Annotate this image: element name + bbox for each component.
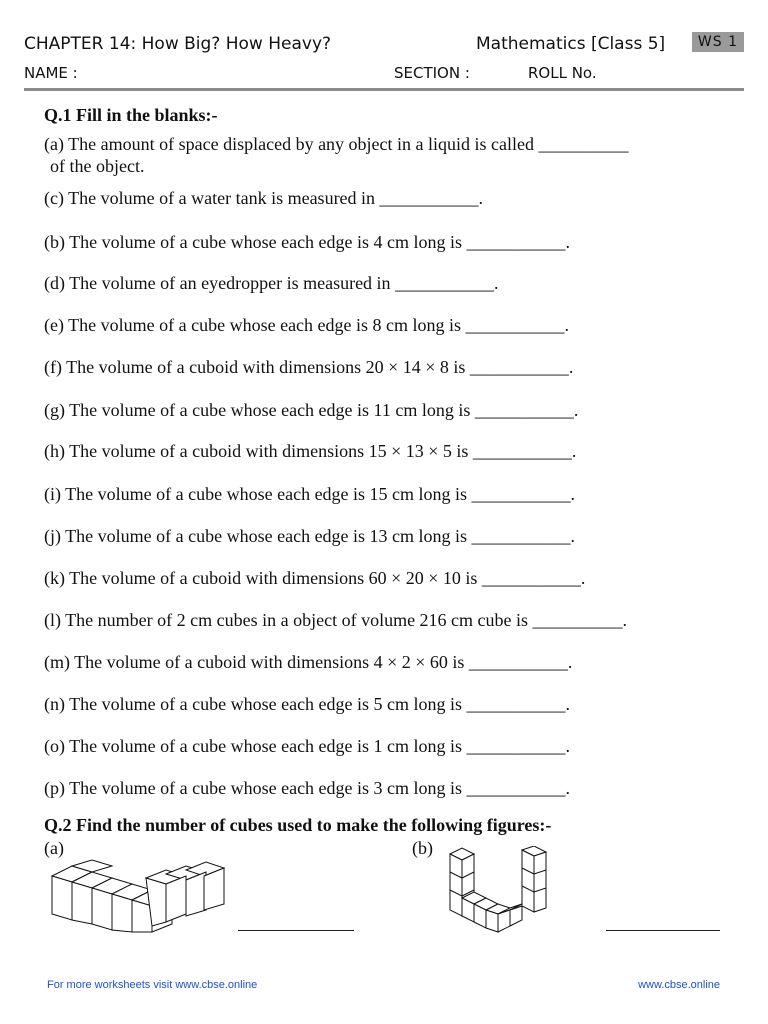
fill-blank-item: [44, 133, 629, 177]
fill-blank-text: (g) The volume of a cube whose each edge is 11 cm long is ___________.: [44, 400, 579, 420]
subject-label: Mathematics [Class 5]: [476, 34, 666, 54]
fill-blank-text: (b) The volume of a cube whose each edge is 4 cm long is ___________.: [44, 232, 571, 252]
fill-blank-item: [44, 609, 627, 631]
fill-blank-item: [44, 651, 572, 673]
fill-blank-item: [44, 525, 575, 547]
fill-blank-item: [44, 356, 573, 378]
q2-heading: Q.2 Find the number of cubes used to make the following figures:-: [44, 815, 552, 835]
fill-blank-item: [44, 735, 570, 757]
fill-blank-text: (l) The number of 2 cm cubes in a object of volume 216 cm cube is __________.: [44, 610, 628, 630]
fill-blank-text: (p) The volume of a cube whose each edge is 3 cm long is ___________.: [44, 778, 571, 798]
footer-site-link[interactable]: www.cbse.online: [638, 979, 720, 991]
fill-blank-item: [44, 483, 575, 505]
fill-blank-text: (j) The volume of a cube whose each edge is 13 cm long is ___________.: [44, 526, 576, 546]
header-divider: [24, 88, 744, 91]
figure-b-cubes: [444, 846, 554, 934]
fill-blank-item: [44, 693, 570, 715]
fill-blank-text: (d) The volume of an eyedropper is measured in ___________.: [44, 273, 499, 293]
fill-blank-text: (f) The volume of a cuboid with dimensions 20 × 14 × 8 is ___________.: [44, 357, 574, 377]
fill-blank-item: [44, 777, 570, 799]
header-student-row: [24, 58, 744, 86]
fill-blank-item: [44, 567, 585, 589]
section-label: SECTION :: [394, 64, 470, 82]
question-2: [44, 814, 738, 836]
fill-blank-text: (o) The volume of a cube whose each edge is 1 cm long is ___________.: [44, 736, 571, 756]
fill-blank-continuation: of the object.: [50, 156, 145, 176]
fill-blank-text: (a) The amount of space displaced by any object in a liquid is called __________: [44, 134, 629, 154]
question-1: [44, 104, 738, 798]
answer-line-b[interactable]: [606, 930, 720, 931]
roll-label: ROLL No.: [528, 64, 597, 82]
fill-blank-item: [44, 231, 570, 253]
figure-a-cubes: [46, 852, 228, 934]
q1-heading: Q.1 Fill in the blanks:-: [44, 105, 218, 125]
figure-b-label: (b): [412, 838, 433, 858]
fill-blank-text: (e) The volume of a cube whose each edge is 8 cm long is ___________.: [44, 315, 570, 335]
figure-a-label: (a): [44, 838, 64, 858]
fill-blank-text: (m) The volume of a cuboid with dimensions 4 × 2 × 60 is ___________.: [44, 652, 573, 672]
fill-blank-item: [44, 399, 578, 421]
fill-blank-text: (h) The volume of a cuboid with dimensions 15 × 13 × 5 is ___________.: [44, 441, 577, 461]
chapter-title: CHAPTER 14: How Big? How Heavy?: [24, 34, 332, 54]
fill-blank-text: (n) The volume of a cube whose each edge is 5 cm long is ___________.: [44, 694, 571, 714]
fill-blank-item: [44, 272, 499, 294]
fill-blank-text: (c) The volume of a water tank is measured in ___________.: [44, 188, 484, 208]
worksheet-badge: WS 1: [692, 32, 744, 52]
footer-promo-link[interactable]: For more worksheets visit www.cbse.online: [47, 979, 258, 991]
header-title-row: [24, 28, 744, 58]
answer-line-a[interactable]: [238, 930, 354, 931]
fill-blank-text: (k) The volume of a cuboid with dimensions 60 × 20 × 10 is ___________.: [44, 568, 586, 588]
fill-blank-item: [44, 314, 569, 336]
worksheet-header: [24, 28, 744, 86]
fill-blank-item: [44, 440, 576, 462]
fill-blank-item: [44, 187, 483, 209]
fill-blank-text: (i) The volume of a cube whose each edge is 15 cm long is ___________.: [44, 484, 576, 504]
name-label: NAME :: [24, 64, 78, 82]
